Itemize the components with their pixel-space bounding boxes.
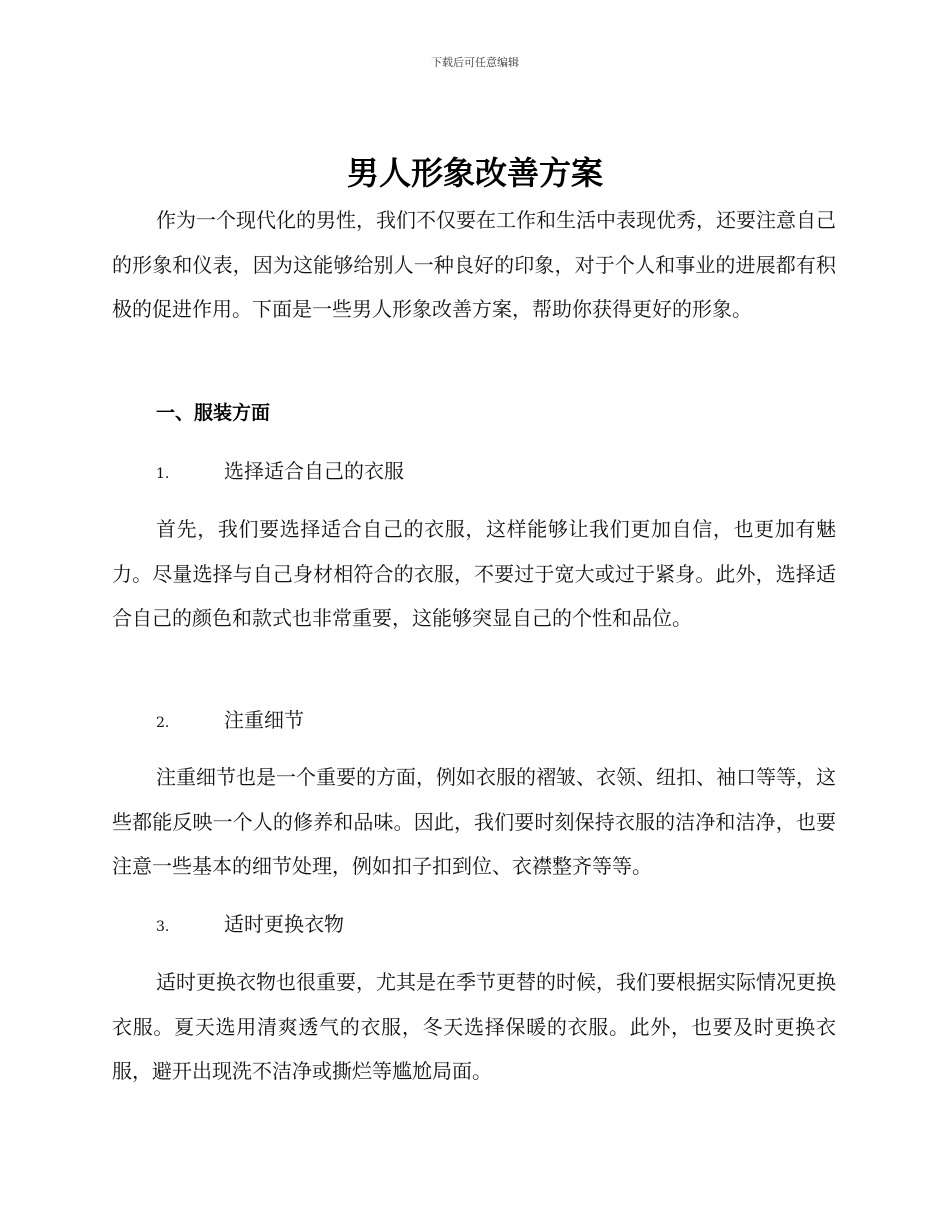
list-item-1 [156,456,836,489]
paragraph-item-2: 注重细节也是一个重要的方面，例如衣服的褶皱、衣领、纽扣、袖口等等，这些都能反映一个人的修养和品味。因此，我们要时刻保持衣服的洁净和洁净，也要注意一些基本的细节处理，例如扣子扣到位、衣襟整齐等等。 [112,765,836,878]
list-item-number: 2. [156,715,170,731]
list-item-2 [156,705,836,738]
list-item-title: 选择适合自己的衣服 [224,459,404,483]
list-item-number: 3. [156,919,170,935]
section-heading-clothing: 一、服装方面 [156,402,271,424]
list-item-title: 注重细节 [224,708,304,732]
paragraph-item-1: 首先，我们要选择适合自己的衣服，这样能够让我们更加自信，也更加有魅力。尽量选择与自己身材相符合的衣服，不要过于宽大或过于紧身。此外，选择适合自己的颜色和款式也非常重要，这能够突显自己的个性和品位。 [112,517,836,630]
list-item-number: 1. [156,466,170,482]
intro-paragraph: 作为一个现代化的男性，我们不仅要在工作和生活中表现优秀，还要注意自己的形象和仪表，因为这能够给别人一种良好的印象，对于个人和事业的进展都有积极的促进作用。下面是一些男人形象改善方案，帮助你获得更好的形象。 [112,208,836,321]
header-note: 下载后可任意编辑 [431,56,519,69]
list-item-title: 适时更换衣物 [224,912,344,936]
paragraph-item-3: 适时更换衣物也很重要，尤其是在季节更替的时候，我们要根据实际情况更换衣服。夏天选用清爽透气的衣服，冬天选择保暖的衣服。此外，也要及时更换衣服，避开出现洗不洁净或撕烂等尴尬局面。 [112,970,836,1083]
document-title: 男人形象改善方案 [346,154,603,192]
list-item-3 [156,909,836,942]
